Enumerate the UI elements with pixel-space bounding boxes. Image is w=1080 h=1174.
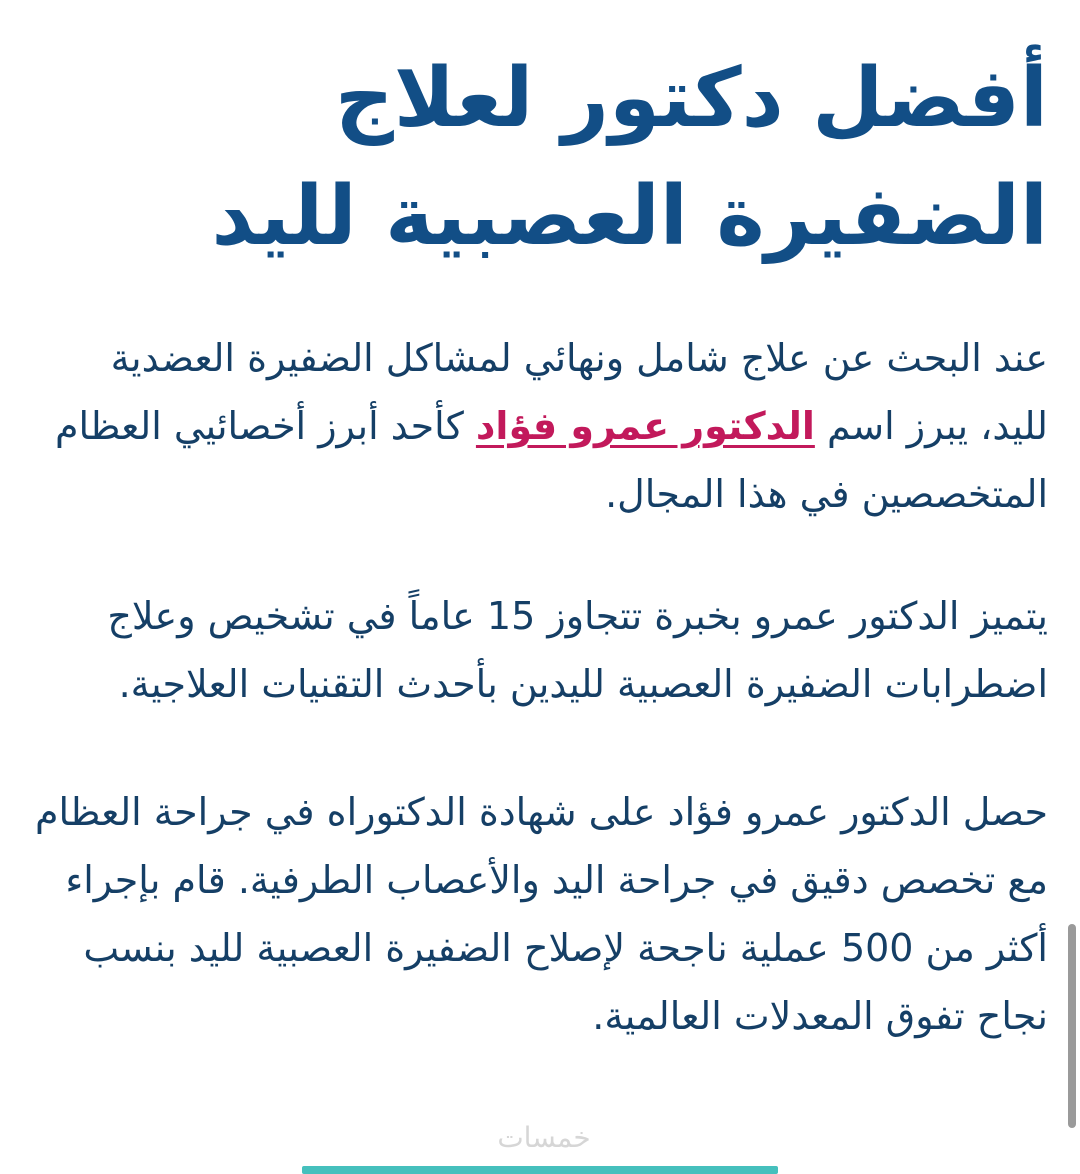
intro-text-before-link: عند البحث عن علاج شامل ونهائي لمشاكل الضفيرة العضدية لليد، يبرز اسم — [110, 336, 1048, 448]
scrollbar-thumb[interactable] — [1068, 924, 1076, 1128]
bottom-accent-bar — [302, 1166, 778, 1174]
article-paragraph-intro — [32, 324, 1048, 528]
intro-text-after-link: كأحد أبرز أخصائيي العظام المتخصصين في هذا المجال. — [55, 404, 1048, 516]
article-content — [32, 40, 1048, 1050]
watermark-logo: خمسات — [497, 1121, 591, 1154]
article-paragraph-qualifications: حصل الدكتور عمرو فؤاد على شهادة الدكتوراه في جراحة العظام مع تخصص دقيق في جراحة اليد والأعصاب الطرفية. قام بإجراء أكثر من 500 عملية ناجحة لإصلاح الضفيرة العصبية لليد بنسب نجاح تفوق المعدلات العالمية. — [34, 790, 1048, 1038]
doctor-profile-link[interactable]: الدكتور عمرو فؤاد — [475, 404, 815, 448]
page-title: أفضل دكتور لعلاج الضفيرة العصبية لليد — [211, 51, 1048, 264]
article-paragraph-experience: يتميز الدكتور عمرو بخبرة تتجاوز 15 عاماً في تشخيص وعلاج اضطرابات الضفيرة العصبية لليدين بأحدث التقنيات العلاجية. — [107, 594, 1048, 706]
